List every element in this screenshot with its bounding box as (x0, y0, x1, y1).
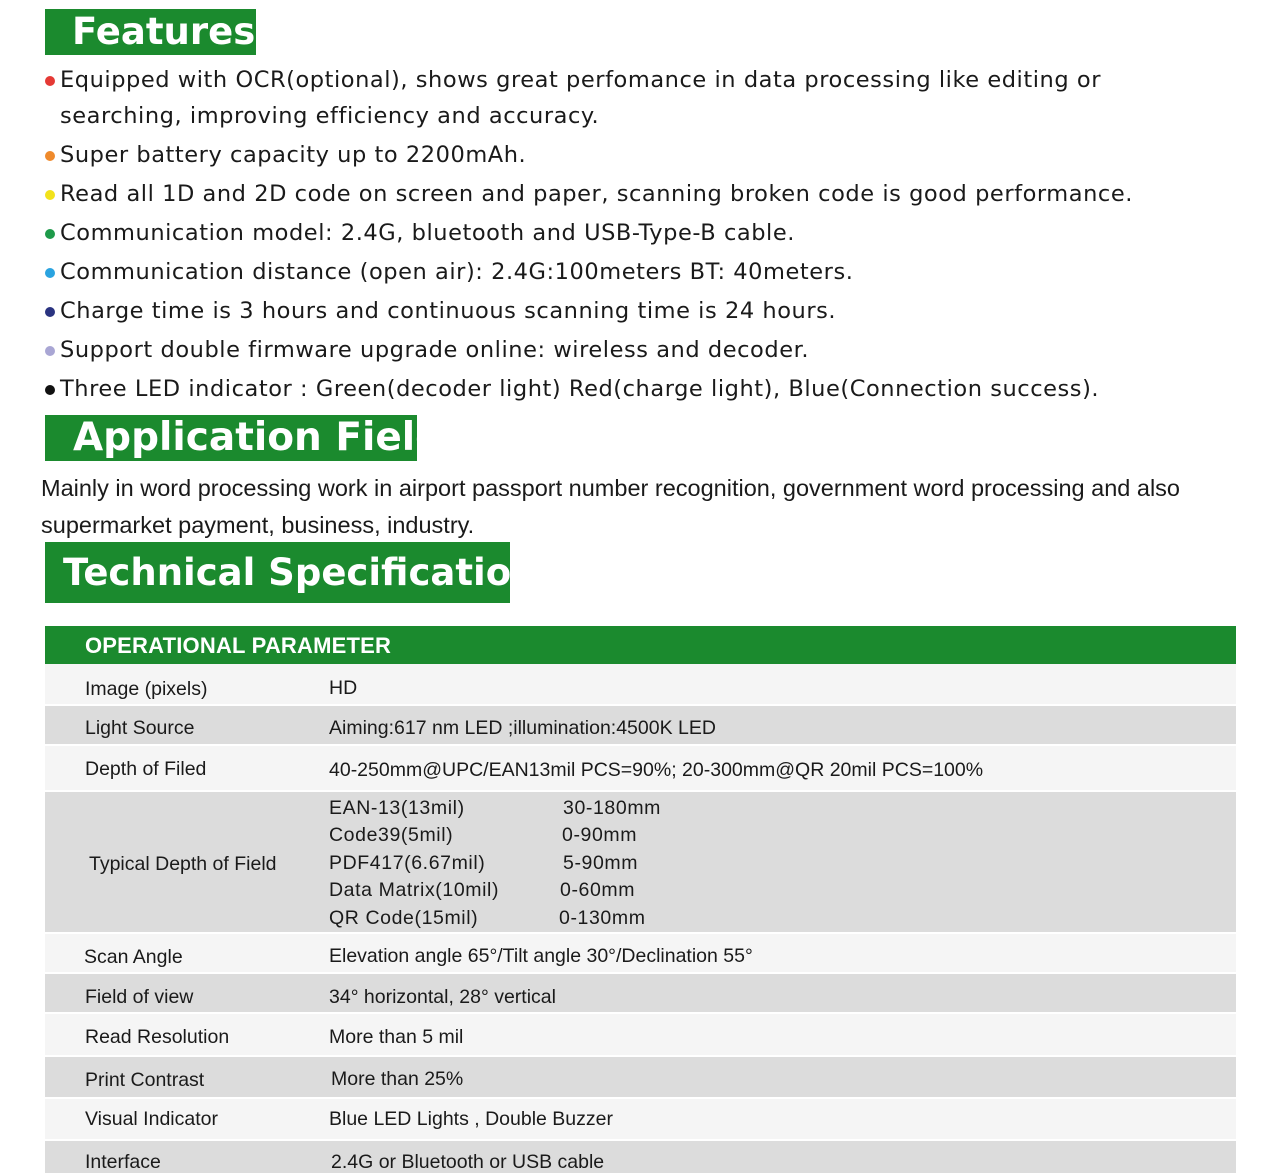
feature-item (42, 332, 1242, 368)
spec-value: 40-250mm@UPC/EAN13mil PCS=90%; 20-300mm@QR 20mil PCS=100% (329, 759, 984, 781)
feature-text: searching, improving efficiency and accuracy. (60, 103, 600, 129)
barcode-range: 0-130mm (559, 906, 646, 929)
spec-value: 34° horizontal, 28° vertical (329, 986, 556, 1008)
features-heading: Features (45, 9, 256, 55)
feature-text: Support double firmware upgrade online: wireless and decoder. (60, 337, 810, 363)
barcode-range: 30-180mm (563, 797, 662, 819)
table-row (45, 706, 1236, 746)
spec-value: 2.4G or Bluetooth or USB cable (331, 1151, 605, 1173)
spec-label: Depth of Filed (85, 758, 207, 780)
feature-item (42, 137, 1242, 173)
technical-heading: Technical Specification (45, 542, 510, 603)
feature-text: Charge time is 3 hours and continuous scanning time is 24 hours. (60, 298, 837, 324)
bullet-dot-icon (45, 307, 55, 317)
feature-text: Communication distance (open air): 2.4G:100meters BT: 40meters. (60, 259, 854, 285)
feature-item (42, 62, 1242, 134)
spec-label: Typical Depth of Field (89, 853, 277, 875)
application-heading: Application Field (45, 415, 417, 461)
barcode-type: PDF417(6.67mil) (329, 851, 486, 874)
table-row (45, 792, 1236, 934)
application-text: Mainly in word processing work in airport passport number recognition, government word processing and also supermarket payment, business, industry. (41, 475, 1181, 538)
spec-value: Blue LED Lights , Double Buzzer (329, 1108, 613, 1130)
feature-text: Read all 1D and 2D code on screen and paper, scanning broken code is good performance. (60, 181, 1133, 207)
spec-value: Aiming:617 nm LED ;illumination:4500K LED (329, 717, 716, 739)
spec-label: Print Contrast (85, 1069, 205, 1091)
spec-value: More than 25% (331, 1068, 464, 1090)
barcode-type: EAN-13(13mil) (329, 797, 465, 819)
spec-label: Visual Indicator (85, 1108, 218, 1130)
barcode-type: Data Matrix(10mil) (329, 879, 500, 902)
table-row (45, 1057, 1236, 1099)
barcode-range: 5-90mm (563, 851, 639, 874)
table-row (45, 1099, 1236, 1141)
feature-text: Equipped with OCR(optional), shows great perfomance in data processing like editing or (60, 67, 1101, 93)
barcode-range: 0-60mm (560, 879, 636, 902)
table-row (45, 664, 1236, 706)
feature-text: Super battery capacity up to 2200mAh. (60, 142, 527, 168)
table-row (45, 1014, 1236, 1057)
feature-item (42, 176, 1242, 212)
bullet-dot-icon (45, 76, 55, 86)
spec-label: Field of view (85, 986, 194, 1008)
spec-value: Elevation angle 65°/Tilt angle 30°/Declination 55° (329, 945, 753, 967)
feature-list (42, 62, 1242, 407)
feature-item (42, 215, 1242, 251)
spec-label: Read Resolution (85, 1026, 230, 1048)
spec-value: More than 5 mil (329, 1026, 464, 1048)
barcode-type: Code39(5mil) (329, 824, 454, 847)
barcode-range: 0-90mm (562, 824, 638, 847)
spec-value: HD (329, 677, 358, 699)
bullet-dot-icon (45, 346, 55, 356)
table-row (45, 974, 1236, 1014)
feature-text: Communication model: 2.4G, bluetooth and USB-Type-B cable. (60, 220, 795, 246)
spec-label: Interface (85, 1151, 161, 1173)
bullet-dot-icon (45, 385, 55, 395)
table-row (45, 746, 1236, 792)
feature-text: Three LED indicator : Green(decoder light) Red(charge light), Blue(Connection success). (60, 376, 1100, 402)
feature-item (42, 254, 1242, 290)
table-row (45, 1141, 1236, 1173)
spec-table (45, 626, 1236, 1173)
bullet-dot-icon (45, 190, 55, 200)
feature-item (42, 371, 1242, 407)
feature-item (42, 293, 1242, 329)
spec-label: Scan Angle (84, 946, 183, 968)
bullet-dot-icon (45, 229, 55, 239)
barcode-type: QR Code(15mil) (329, 906, 479, 929)
bullet-dot-icon (45, 151, 55, 161)
bullet-dot-icon (45, 268, 55, 278)
spec-table-header: OPERATIONAL PARAMETER (45, 626, 1236, 664)
spec-label: Light Source (85, 717, 195, 739)
spec-label: Image (pixels) (85, 678, 208, 700)
table-row (45, 934, 1236, 974)
